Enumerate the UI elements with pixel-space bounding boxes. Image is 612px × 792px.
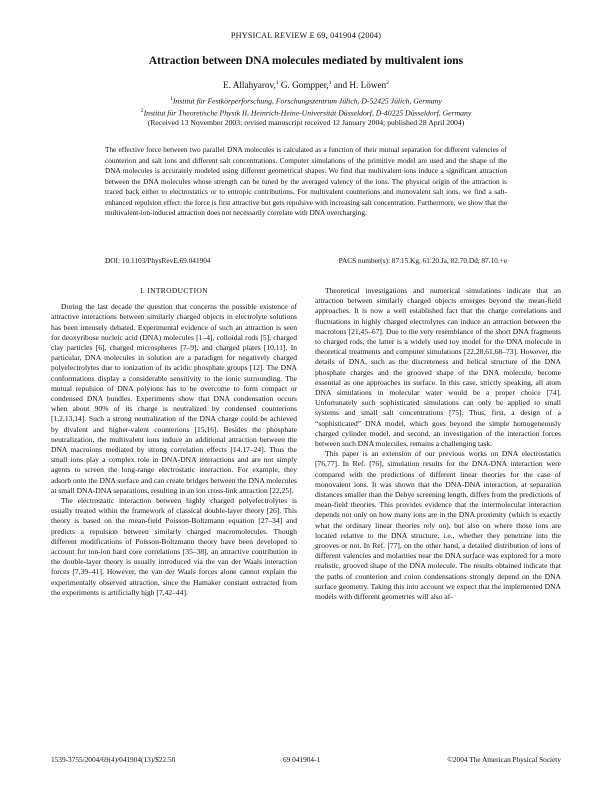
section-heading: I. INTRODUCTION [140, 286, 208, 295]
article-title: Attraction between DNA molecules mediated by multivalent ions [148, 55, 464, 67]
affiliation-mark: 2 [140, 108, 144, 114]
footer-issn: 1539-3755/2004/69(4)/041904(13)/$22.50 [51, 755, 176, 764]
affiliation-mark: 1 [170, 96, 173, 102]
author-name: and H. Löwen [331, 80, 387, 91]
footer-copyright: ©2004 The American Physical Society [447, 755, 561, 764]
doi-link[interactable]: DOI: 10.1103/PhysRevE.69.041904 [105, 256, 211, 265]
affiliation-text: Institut für Theoretische Physik II, Heinrich-Heine-Universität Düsseldorf, D-40225 Düsseldorf, Germany [143, 108, 472, 118]
left-column [51, 286, 297, 598]
footer-page-number: 69 041904-1 [283, 755, 321, 764]
pacs-numbers: PACS number(s): 87.15.Kg, 61.20.Ja, 82.70.Dd, 87.10.+e [338, 256, 507, 265]
affiliation-text: Institut für Festkörperforschung, Forschungszentrum Jülich, D-52425 Jülich, Germany [172, 96, 442, 106]
paragraph: During the last decade the question that concerns the possible existence of attractive interactions between similarly charged objects in electrolyte solutions has been intensely debated. Experimental evidence of such an attraction is seen for deoxyribose nucleic acid (DNA) molecules [1–4], colloidal rods [5], charged clay particles [6], charged microspheres [7–9], and charged plates [10,11]. In particular, DNA molecules in solution are a paradigm for negatively charged polyelectrolytes due to ionization of its acidic phosphate groups [12]. The DNA conformations display a considerable sensitivity to the ionic surrounding. The mutual repulsion of DNA polyions has to be overcome to form compact or condensed DNA bundles. Experiments show that DNA condensation occurs when about 90% of its charge is neutralized by condensed counterions [1,2,13,14]. Such a strong neutralization of the DNA charge could be achieved by divalent and higher-valent counterions [15,16]. Besides the phosphate neutralization, the multivalent ions induce an additional attraction between the DNA macroions mediated by strong correlation effects [14,17–24]. Thus the small ions play a complex role in DNA-DNA interactions and are not simply agents to screen the long-range electrostatic interaction. For example, they adsorb onto the DNA surface and can create bridges between the DNA molecules at small DNA-DNA separations, resulting in an ion cross-link attraction [22,25]. [51, 302, 297, 495]
paragraph: The electrostatic interaction between highly charged polyelectrolytes is usually treated within the framework of classical double-layer theory [26]. This theory is based on the mean-field Poisson-Boltzmann equation [27–34] and predicts a repulsion between similarly charged macromolecules. Though different modifications of Poisson-Boltzmann theory have been developed to account for ion-ion hard core correlations [35–38], an attractive contribution in the double-layer theory is usually introduced via the van der Waals interaction forces [7,39–41]. However, the van der Waals forces alone cannot explain the experimentally observed attraction, since the Hamaker constant extracted from the experiments is artificially high [7,42–44]. [51, 496, 297, 597]
author-name: G. Gompper, [278, 80, 329, 91]
received-dates: (Received 13 November 2003; revised manuscript received 12 January 2004; published 28 April 2004) [147, 118, 465, 127]
paragraph: Theoretical investigations and numerical simulations indicate that an attraction between similarly charged objects emerges beyond the mean-field approaches. It is now a well established fact that the charge correlations and fluctuations in highly charged electrolytes can induce an attraction between the macroions [21,45–67]. Due to the very resemblance of the short DNA fragments to charged rods, the latter is a widely used toy model for the DNA molecule in theoretical treatments and computer simulations [22,28,61,68–73]. However, the details of DNA, such as the discreteness and helical structure of the DNA phosphate charges and the grooved shape of the DNA molecule, become essential as one approaches its surface. In this case, strictly speaking, all atom DNA simulations in molecular water would be a proper choice [74]. Unfortunately such sophisticated simulations can only be applied to small systems and small salt concentrations [75]. Thus, first, a design of a “sophisticated” DNA model, which goes beyond the simple homogeneously charged cylinder model, and second, an investigation of the interaction forces between such DNA molecules, remains a challenging task. [315, 286, 561, 449]
running-head: PHYSICAL REVIEW E 69, 041904 (2004) [230, 31, 382, 40]
affiliation-1 [60, 94, 552, 107]
author-affiliation-mark: 2 [386, 80, 389, 86]
affiliation-2 [60, 106, 552, 119]
paragraph: This paper is an extension of our previous works on DNA electrostatics [76,77]. In Ref. [76], simulation results for the DNA-DNA interaction were compared with the predictions of different linear theories for the case of monovalent ions. It was shown that the DNA-DNA interaction, at separation distances smaller than the Debye screening length, differs from the predictions of mean-field theories. This provides evidence that the intermolecular interaction depends not only on how many ions are in the DNA proximity (which is exactly what the ordinary linear theories rely on), but also on where those ions are located relative to the DNA structure, i.e., whether they penetrate into the grooves or not. In Ref. [77], on the other hand, a detailed distribution of ions of different valencies and molarities near the DNA surface was explored for a more realistic, grooved shape of the DNA molecule. The results obtained indicate that the paths of counterion and coion condensations strongly depend on the DNA surface geometry. Taking this into account we expect that the implemented DNA models with different geometries will also af- [315, 449, 561, 602]
author-affiliation-mark: 1 [275, 80, 279, 86]
author-name: E. Allahyarov, [223, 80, 276, 91]
author-list [60, 80, 552, 90]
page-footer [51, 755, 561, 769]
author-affiliation-mark: 1 [328, 80, 332, 86]
abstract: The effective force between two parallel DNA molecules is calculated as a function of their mutual separation for different valencies of counterion and salt ions and different salt concentrations. Computer simulations of the primitive model are used and the shape of the DNA molecules is accurately modeled using different geometrical shapes. We find that multivalent ions induce a significant attraction between the DNA molecules whose strength can be tuned by the averaged valency of the ions. The physical origin of the attraction is traced back either to electrostatics or to entropic contributions. For multivalent counterions and monovalent salt ions, we find a salt-enhanced repulsion effect: the force is first attractive but gets repulsive with increasing salt concentration. Furthermore, we show that the multivalent-ion-induced attraction does not necessarily correlate with DNA overcharging. [105, 145, 507, 218]
right-column [315, 286, 561, 602]
